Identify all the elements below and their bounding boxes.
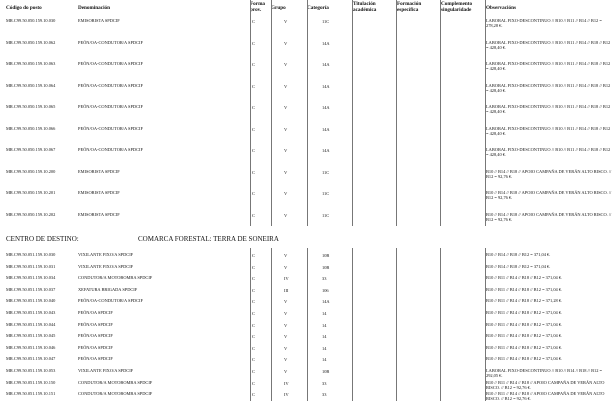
row-observacions: LABORAL FIXO-DESCONTINUO // B10 // B11 // B14 // B18 // B12 = 428,40 €. <box>486 82 611 93</box>
row-categoria: 10B <box>322 264 330 270</box>
row-denominacion: PEÓN/OA-CONDUTOR/A SPDCIF <box>78 61 143 66</box>
column-divider <box>271 248 272 401</box>
row-denominacion: PEÓN/OA SPDCIF <box>78 321 113 327</box>
row-categoria: 14A <box>322 126 330 132</box>
row-grupo: V <box>284 40 288 46</box>
row-code: MR.C99.50.051.159.10.045 <box>6 333 56 339</box>
header-titulacion: Titulación académica <box>353 1 377 13</box>
column-divider <box>440 0 441 226</box>
row-categoria: 14A <box>322 148 330 153</box>
row-forma: C <box>252 299 255 305</box>
row-code: MR.C99.50.050.159.10.201 <box>6 190 56 195</box>
row-grupo: V <box>284 83 288 89</box>
section-label: CENTRO DE DESTINO: <box>6 235 79 243</box>
row-categoria: 33 <box>322 392 327 398</box>
row-categoria: 33 <box>322 276 327 282</box>
row-forma: C <box>252 311 255 316</box>
row-observacions: B10 // B11 // B14 // B18 // B12 = 371,04 €. <box>486 275 563 281</box>
row-categoria: 14 <box>322 334 327 340</box>
row-forma: C <box>252 105 255 110</box>
row-denominacion: VIXILANTE FIXO/A SPDCIF <box>78 368 134 373</box>
row-denominacion: PEÓN/OA-CONDUTOR/A SPDCIF <box>78 82 143 88</box>
row-observacions: B10 // B11 // B14 // B18 // B12 = 371,04 €. <box>486 333 563 339</box>
row-code: MR.C99.50.050.159.10.067 <box>6 147 56 152</box>
row-categoria: 14 <box>322 322 327 328</box>
row-denominacion: CONDUTOR/A MOTOBOMBA SPDCIF <box>78 275 153 281</box>
row-denominacion: PEÓN/OA-CONDUTOR/A SPDCIF <box>78 125 143 131</box>
row-grupo: V <box>284 105 288 110</box>
row-grupo: V <box>284 311 288 316</box>
row-forma: C <box>252 369 255 374</box>
row-denominacion: EMISORISTA SPDCIF <box>78 190 120 195</box>
row-forma: C <box>252 253 255 258</box>
header-forma: Forma prov. <box>250 1 265 13</box>
row-grupo: V <box>284 357 288 363</box>
row-forma: C <box>252 345 255 351</box>
row-categoria: 14A <box>322 40 330 46</box>
row-forma: C <box>252 191 255 196</box>
row-categoria: 14A <box>322 299 330 305</box>
row-grupo: V <box>284 148 288 153</box>
row-forma: C <box>252 287 255 293</box>
row-observacions: B10 // B14 // B18 // APOIO CAMPAÑA DE VERÁN ALTO RISCO. // B12 = 92,76 €. <box>486 190 612 200</box>
row-observacions: B10 // B11 // B14 // B18 // B12 = 371,04 €. <box>486 356 563 362</box>
column-divider <box>307 248 308 401</box>
row-grupo: V <box>284 212 288 218</box>
header-categoria: Categoría <box>307 5 329 11</box>
header-formacion: Formación específica <box>397 1 422 13</box>
header-codigo: Código do posto <box>6 5 42 11</box>
row-denominacion: PEÓN/OA SPDCIF <box>78 333 113 339</box>
row-observacions: LABORAL FIXO-DESCONTINUO // B10 // B11 // B14 // B18 // B12 = 428,40 €. <box>486 125 611 136</box>
row-observacions: B10 // B11 // B14 // B18 // B12 = 371,28 €. <box>486 298 563 304</box>
row-code: MR.C99.50.050.159.10.030 <box>6 18 56 23</box>
row-denominacion: XEFATURA BRIGADA SPDCIF <box>78 286 138 292</box>
row-forma: C <box>252 357 255 363</box>
row-denominacion: VIXILANTE FIXO/A SPDCIF <box>78 263 134 269</box>
row-grupo: V <box>284 322 288 328</box>
row-forma: C <box>252 380 255 386</box>
row-categoria: 10B <box>322 369 330 374</box>
row-code: MR.C99.50.051.159.10.030 <box>6 252 56 257</box>
row-observacions: B10 // B14 // B18 // APOIO CAMPAÑA DE VERÁN ALTO RISCO. // B12 = 92,76 €. <box>486 211 612 222</box>
header-grupo: Grupo <box>271 5 286 11</box>
row-categoria: 33 <box>322 380 327 386</box>
row-denominacion: PEÓN/OA SPDCIF <box>78 356 113 362</box>
column-divider <box>352 0 353 226</box>
row-grupo: V <box>284 334 288 340</box>
column-divider <box>485 0 486 226</box>
row-grupo: IV <box>284 380 289 386</box>
row-observacions: LABORAL FIXO-DESCONTINUO // B10 // B14 // B18 // B12 = 292,05 €. <box>486 368 602 378</box>
row-forma: C <box>252 392 255 398</box>
row-code: MR.C99.50.051.159.10.031 <box>6 263 56 269</box>
row-observacions: B10 // B11 // B14 // B18 // B12 = 371,04 €. <box>486 344 563 350</box>
row-code: MR.C99.50.051.159.10.047 <box>6 356 56 362</box>
row-denominacion: PEÓN/OA-CONDUTOR/A SPDCIF <box>78 298 143 304</box>
column-divider <box>485 248 486 401</box>
row-denominacion: PEÓN/OA-CONDUTOR/A SPDCIF <box>78 147 143 152</box>
row-observacions: LABORAL FIXO-DESCONTINUO // B10 // B11 // B14 // B18 // B12 = 428,40 €. <box>486 104 611 114</box>
row-denominacion: PEÓN/OA-CONDUTOR/A SPDCIF <box>78 39 143 45</box>
row-grupo: IV <box>284 392 289 398</box>
row-observacions: LABORAL FIXO-DESCONTINUO // B10 // B11 // B14 // B18 // B12 = 428,40 €. <box>486 39 611 50</box>
row-categoria: 11C <box>322 212 330 218</box>
row-forma: C <box>252 126 255 132</box>
row-code: MR.C99.50.050.159.10.202 <box>6 211 56 217</box>
row-forma: C <box>252 276 255 282</box>
row-denominacion: EMISORISTA SPDCIF <box>78 168 120 174</box>
row-code: MR.C99.50.051.159.10.034 <box>6 275 56 281</box>
row-grupo: III <box>284 287 289 293</box>
row-forma: C <box>252 264 255 270</box>
column-divider <box>396 0 397 226</box>
row-code: MR.C99.50.051.159.10.044 <box>6 321 56 327</box>
row-denominacion: CONDUTOR/A MOTOBOMBA SPDCIF <box>78 391 153 397</box>
row-categoria: 11C <box>322 191 330 196</box>
row-grupo: V <box>284 253 288 258</box>
row-code: MR.C99.50.051.159.10.150 <box>6 379 56 385</box>
row-observacions: LABORAL FIXO-DESCONTINUO // B10 // B11 // B14 // B12 = 278,28 €. <box>486 18 602 28</box>
row-observacions: B10 // B14 // B18 // APOIO CAMPAÑA DE VERÁN ALTO RISCO. // B12 = 92,76 €. <box>486 168 612 179</box>
row-code: MR.C99.50.050.159.10.200 <box>6 168 56 174</box>
row-forma: C <box>252 62 255 67</box>
row-categoria: 11C <box>322 19 330 24</box>
row-forma: C <box>252 83 255 89</box>
row-denominacion: CONDUTOR/A MOTOBOMBA SPDCIF <box>78 379 153 385</box>
row-denominacion: PEÓN/OA-CONDUTOR/A SPDCIF <box>78 104 143 109</box>
row-forma: C <box>252 212 255 218</box>
header-complemento: Complemento singularidade <box>441 1 473 13</box>
row-observacions: LABORAL FIXO-DESCONTINUO // B10 // B11 // B14 // B18 // B12 = 428,40 €. <box>486 147 611 157</box>
row-code: MR.C99.50.050.159.10.066 <box>6 125 56 131</box>
column-divider <box>307 0 308 226</box>
column-divider <box>250 0 251 226</box>
column-divider <box>440 248 441 401</box>
row-forma: C <box>252 148 255 153</box>
row-forma: C <box>252 19 255 24</box>
row-denominacion: EMISORISTA SPDCIF <box>78 18 120 23</box>
row-grupo: V <box>284 19 288 24</box>
row-code: MR.C99.50.051.159.10.053 <box>6 368 56 373</box>
row-observacions: B10 // B11 // B14 // B18 // B12 = 371,04 €. <box>486 310 563 315</box>
row-code: MR.C99.50.050.159.10.064 <box>6 82 56 88</box>
row-categoria: 10B <box>322 253 330 258</box>
row-observacions: B10 // B14 // B18 // B12 = 371,04 €. <box>486 252 551 257</box>
row-code: MR.C99.50.051.159.10.037 <box>6 286 56 292</box>
row-grupo: IV <box>284 276 289 282</box>
row-forma: C <box>252 40 255 46</box>
row-code: MR.C99.50.050.159.10.065 <box>6 104 56 109</box>
row-grupo: V <box>284 264 288 270</box>
row-grupo: V <box>284 369 288 374</box>
section-heading <box>6 235 606 245</box>
row-code: MR.C99.50.051.159.10.043 <box>6 310 56 315</box>
row-code: MR.C99.50.051.159.10.040 <box>6 298 56 304</box>
row-grupo: V <box>284 299 288 305</box>
row-observacions: LABORAL FIXO-DESCONTINUO // B10 // B11 // B14 // B18 // B12 = 428,40 €. <box>486 61 611 71</box>
row-denominacion: PEÓN/OA SPDCIF <box>78 344 113 350</box>
row-code: MR.C99.50.051.159.10.151 <box>6 391 56 397</box>
row-observacions: B10 // B11 // B14 // B18 // B12 = 371,04 €. <box>486 286 563 292</box>
column-divider <box>396 248 397 401</box>
row-categoria: 14A <box>322 83 330 89</box>
row-forma: C <box>252 322 255 328</box>
row-grupo: V <box>284 191 288 196</box>
section-value: COMARCA FORESTAL: TERRA DE SONEIRA <box>138 235 279 243</box>
row-observacions: B10 // B11 // B14 // B18 // APOIO CAMPAÑA DE VERÁN ALTO RISCO. // B12 = 92,76 €. <box>486 379 605 390</box>
row-grupo: V <box>284 62 288 67</box>
row-categoria: 106 <box>322 287 329 293</box>
row-denominacion: PEÓN/OA SPDCIF <box>78 310 113 315</box>
column-divider <box>271 0 272 226</box>
row-code: MR.C99.50.051.159.10.046 <box>6 344 56 350</box>
column-divider <box>352 248 353 401</box>
header-observacions: Observacións <box>486 5 516 11</box>
row-grupo: V <box>284 126 288 132</box>
row-observacions: B10 // B14 // B18 // B12 = 371,04 €. <box>486 263 551 269</box>
row-categoria: 14 <box>322 311 327 316</box>
row-denominacion: VIXILANTE FIXO/A SPDCIF <box>78 252 134 257</box>
row-forma: C <box>252 334 255 340</box>
row-observacions: B10 // B11 // B14 // B18 // APOIO CAMPAÑA DE VERÁN ALTO RISCO. // B12 = 92,76 €. <box>486 391 605 402</box>
row-categoria: 14A <box>322 62 330 67</box>
row-code: MR.C99.50.050.159.10.062 <box>6 39 56 45</box>
row-categoria: 11C <box>322 169 330 175</box>
row-denominacion: EMISORISTA SPDCIF <box>78 211 120 217</box>
column-divider <box>250 248 251 401</box>
row-categoria: 14 <box>322 357 327 363</box>
row-forma: C <box>252 169 255 175</box>
row-code: MR.C99.50.050.159.10.063 <box>6 61 56 66</box>
header-denominacion: Denominación <box>78 5 110 11</box>
row-categoria: 14 <box>322 345 327 351</box>
row-grupo: V <box>284 169 288 175</box>
row-observacions: B10 // B11 // B14 // B18 // B12 = 371,04 €. <box>486 321 563 327</box>
row-grupo: V <box>284 345 288 351</box>
row-categoria: 14A <box>322 105 330 110</box>
